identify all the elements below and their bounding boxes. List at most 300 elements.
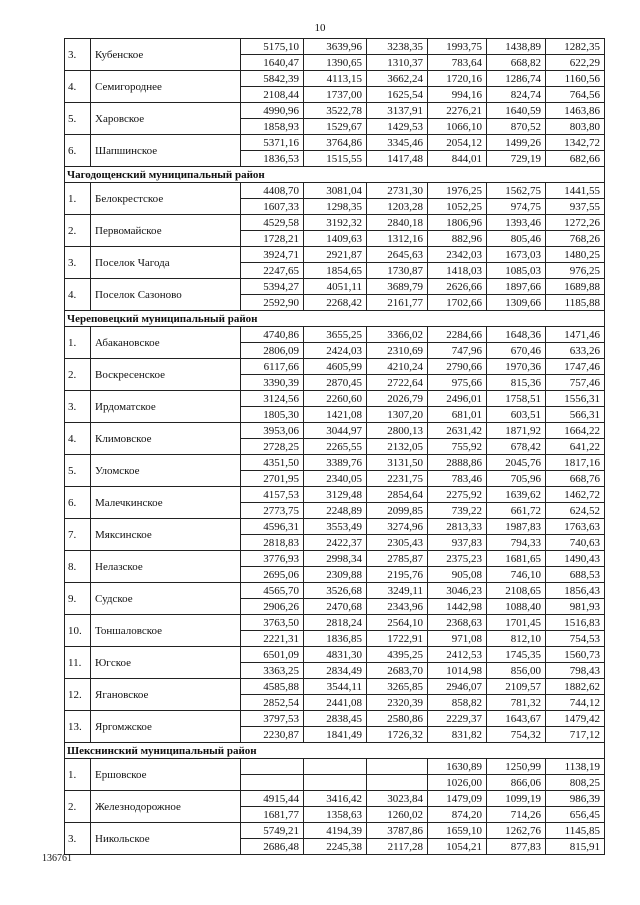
table-row <box>65 135 605 151</box>
value-cell: 670,46 <box>487 343 546 359</box>
value-cell: 4831,30 <box>304 647 367 663</box>
value-cell: 768,26 <box>546 231 605 247</box>
value-cell: 1976,25 <box>428 183 487 199</box>
value-cell: 1856,43 <box>546 583 605 599</box>
value-cell: 744,12 <box>546 695 605 711</box>
value-cell: 844,01 <box>428 151 487 167</box>
value-cell: 974,75 <box>487 199 546 215</box>
value-cell: 1260,02 <box>367 807 428 823</box>
row-number: 12. <box>65 679 91 711</box>
value-cell: 4585,88 <box>241 679 304 695</box>
value-cell: 4194,39 <box>304 823 367 839</box>
value-cell: 1836,53 <box>241 151 304 167</box>
value-cell: 975,66 <box>428 375 487 391</box>
value-cell: 870,52 <box>487 119 546 135</box>
value-cell: 1026,00 <box>428 775 487 791</box>
value-cell: 1088,40 <box>487 599 546 615</box>
row-number: 7. <box>65 519 91 551</box>
value-cell: 3023,84 <box>367 791 428 807</box>
value-cell: 747,96 <box>428 343 487 359</box>
value-cell: 717,12 <box>546 727 605 743</box>
value-cell: 2731,30 <box>367 183 428 199</box>
value-cell: 3238,35 <box>367 39 428 55</box>
table-row <box>65 215 605 231</box>
table-row <box>65 247 605 263</box>
value-cell: 3389,76 <box>304 455 367 471</box>
value-cell: 5749,21 <box>241 823 304 839</box>
value-cell: 1160,56 <box>546 71 605 87</box>
value-cell: 2305,43 <box>367 535 428 551</box>
value-cell: 805,46 <box>487 231 546 247</box>
value-cell: 1993,75 <box>428 39 487 55</box>
value-cell <box>367 775 428 791</box>
value-cell: 2422,37 <box>304 535 367 551</box>
value-cell: 2268,42 <box>304 295 367 311</box>
settlement-name: Белокрестское <box>91 183 241 215</box>
value-cell: 2054,12 <box>428 135 487 151</box>
value-cell: 3689,79 <box>367 279 428 295</box>
value-cell: 3081,04 <box>304 183 367 199</box>
value-cell: 1556,31 <box>546 391 605 407</box>
settlement-name: Шапшинское <box>91 135 241 167</box>
value-cell: 1138,19 <box>546 759 605 775</box>
value-cell: 1441,55 <box>546 183 605 199</box>
value-cell: 798,43 <box>546 663 605 679</box>
value-cell: 1066,10 <box>428 119 487 135</box>
value-cell: 2645,63 <box>367 247 428 263</box>
value-cell: 1429,53 <box>367 119 428 135</box>
table-row <box>65 679 605 695</box>
value-cell: 2564,10 <box>367 615 428 631</box>
value-cell: 1185,88 <box>546 295 605 311</box>
value-cell: 1758,51 <box>487 391 546 407</box>
value-cell: 656,45 <box>546 807 605 823</box>
value-cell: 1310,37 <box>367 55 428 71</box>
settlement-name: Первомайское <box>91 215 241 247</box>
row-number: 1. <box>65 759 91 791</box>
row-number: 5. <box>65 455 91 487</box>
value-cell: 682,66 <box>546 151 605 167</box>
value-cell: 981,93 <box>546 599 605 615</box>
row-number: 9. <box>65 583 91 615</box>
value-cell: 1145,85 <box>546 823 605 839</box>
value-cell: 1640,59 <box>487 103 546 119</box>
value-cell: 1099,19 <box>487 791 546 807</box>
value-cell: 905,08 <box>428 567 487 583</box>
value-cell: 1515,55 <box>304 151 367 167</box>
value-cell: 739,22 <box>428 503 487 519</box>
value-cell: 2195,76 <box>367 567 428 583</box>
row-number: 10. <box>65 615 91 647</box>
value-cell: 4529,58 <box>241 215 304 231</box>
value-cell: 1841,49 <box>304 727 367 743</box>
value-cell: 1390,65 <box>304 55 367 71</box>
row-number: 4. <box>65 71 91 103</box>
value-cell: 3416,42 <box>304 791 367 807</box>
value-cell: 3046,23 <box>428 583 487 599</box>
settlement-name: Никольское <box>91 823 241 855</box>
settlement-name: Ершовское <box>91 759 241 791</box>
value-cell: 2806,09 <box>241 343 304 359</box>
value-cell: 1054,21 <box>428 839 487 855</box>
table-row <box>65 71 605 87</box>
table-row <box>65 279 605 295</box>
value-cell <box>367 759 428 775</box>
value-cell: 3265,85 <box>367 679 428 695</box>
value-cell: 705,96 <box>487 471 546 487</box>
value-cell: 2161,77 <box>367 295 428 311</box>
value-cell: 6117,66 <box>241 359 304 375</box>
value-cell: 4605,99 <box>304 359 367 375</box>
value-cell: 678,42 <box>487 439 546 455</box>
row-number: 13. <box>65 711 91 743</box>
value-cell: 3764,86 <box>304 135 367 151</box>
settlement-name: Кубенское <box>91 39 241 71</box>
value-cell: 2231,75 <box>367 471 428 487</box>
value-cell: 4990,96 <box>241 103 304 119</box>
value-cell: 2265,55 <box>304 439 367 455</box>
data-table <box>64 38 605 855</box>
value-cell: 1987,83 <box>487 519 546 535</box>
value-cell: 783,46 <box>428 471 487 487</box>
value-cell: 1726,32 <box>367 727 428 743</box>
value-cell: 2470,68 <box>304 599 367 615</box>
value-cell: 2276,21 <box>428 103 487 119</box>
value-cell: 3662,24 <box>367 71 428 87</box>
value-cell: 2320,39 <box>367 695 428 711</box>
table-row <box>65 327 605 343</box>
value-cell: 4113,15 <box>304 71 367 87</box>
settlement-name: Малечкинское <box>91 487 241 519</box>
settlement-name: Югское <box>91 647 241 679</box>
value-cell: 2785,87 <box>367 551 428 567</box>
value-cell: 2229,37 <box>428 711 487 727</box>
value-cell: 1286,74 <box>487 71 546 87</box>
value-cell: 2683,70 <box>367 663 428 679</box>
value-cell: 1562,75 <box>487 183 546 199</box>
value-cell: 1479,09 <box>428 791 487 807</box>
value-cell: 1858,93 <box>241 119 304 135</box>
value-cell: 874,20 <box>428 807 487 823</box>
table-row <box>65 183 605 199</box>
value-cell: 661,72 <box>487 503 546 519</box>
value-cell: 2631,42 <box>428 423 487 439</box>
value-cell: 1298,35 <box>304 199 367 215</box>
value-cell: 2695,06 <box>241 567 304 583</box>
value-cell: 2310,69 <box>367 343 428 359</box>
value-cell: 754,53 <box>546 631 605 647</box>
value-cell: 1897,66 <box>487 279 546 295</box>
value-cell: 1639,62 <box>487 487 546 503</box>
value-cell: 2852,54 <box>241 695 304 711</box>
value-cell: 633,26 <box>546 343 605 359</box>
value-cell: 3797,53 <box>241 711 304 727</box>
table-row <box>65 759 605 775</box>
settlement-name: Нелазское <box>91 551 241 583</box>
value-cell: 668,82 <box>487 55 546 71</box>
value-cell: 2773,75 <box>241 503 304 519</box>
value-cell: 937,83 <box>428 535 487 551</box>
value-cell: 2108,44 <box>241 87 304 103</box>
value-cell: 1737,00 <box>304 87 367 103</box>
value-cell: 2275,92 <box>428 487 487 503</box>
value-cell: 1442,98 <box>428 599 487 615</box>
value-cell: 1471,46 <box>546 327 605 343</box>
value-cell: 5842,39 <box>241 71 304 87</box>
settlement-name: Поселок Сазоново <box>91 279 241 311</box>
value-cell: 1659,10 <box>428 823 487 839</box>
table-row <box>65 455 605 471</box>
value-cell: 3526,68 <box>304 583 367 599</box>
value-cell: 1701,45 <box>487 615 546 631</box>
value-cell: 4210,24 <box>367 359 428 375</box>
value-cell: 3192,32 <box>304 215 367 231</box>
value-cell: 794,33 <box>487 535 546 551</box>
value-cell: 1681,65 <box>487 551 546 567</box>
value-cell: 714,26 <box>487 807 546 823</box>
value-cell: 3776,93 <box>241 551 304 567</box>
value-cell: 803,80 <box>546 119 605 135</box>
settlement-name: Тоншаловское <box>91 615 241 647</box>
table-row <box>65 519 605 535</box>
value-cell: 2626,66 <box>428 279 487 295</box>
district-title: Череповецкий муниципальный район <box>65 311 605 327</box>
row-number: 3. <box>65 823 91 855</box>
value-cell: 2592,90 <box>241 295 304 311</box>
value-cell: 2906,26 <box>241 599 304 615</box>
value-cell: 740,63 <box>546 535 605 551</box>
value-cell: 1250,99 <box>487 759 546 775</box>
value-cell: 2424,03 <box>304 343 367 359</box>
value-cell: 1203,28 <box>367 199 428 215</box>
value-cell: 1643,67 <box>487 711 546 727</box>
value-cell: 1014,98 <box>428 663 487 679</box>
value-cell: 877,83 <box>487 839 546 855</box>
row-number: 4. <box>65 423 91 455</box>
value-cell: 668,76 <box>546 471 605 487</box>
value-cell: 3924,71 <box>241 247 304 263</box>
value-cell: 2946,07 <box>428 679 487 695</box>
settlement-name: Судское <box>91 583 241 615</box>
value-cell: 1342,72 <box>546 135 605 151</box>
value-cell: 2099,85 <box>367 503 428 519</box>
row-number: 2. <box>65 215 91 247</box>
table-row <box>65 359 605 375</box>
value-cell: 1854,65 <box>304 263 367 279</box>
value-cell: 831,82 <box>428 727 487 743</box>
value-cell: 2340,05 <box>304 471 367 487</box>
value-cell: 1640,47 <box>241 55 304 71</box>
settlement-name: Ирдоматское <box>91 391 241 423</box>
value-cell: 3366,02 <box>367 327 428 343</box>
value-cell: 2790,66 <box>428 359 487 375</box>
row-number: 6. <box>65 135 91 167</box>
value-cell: 1763,63 <box>546 519 605 535</box>
value-cell: 866,06 <box>487 775 546 791</box>
table-row <box>65 39 605 55</box>
value-cell: 1625,54 <box>367 87 428 103</box>
value-cell: 757,46 <box>546 375 605 391</box>
row-number: 3. <box>65 247 91 279</box>
value-cell: 5371,16 <box>241 135 304 151</box>
row-number: 3. <box>65 39 91 71</box>
table-row <box>65 423 605 439</box>
value-cell: 622,29 <box>546 55 605 71</box>
value-cell: 2813,33 <box>428 519 487 535</box>
value-cell: 2117,28 <box>367 839 428 855</box>
value-cell: 641,22 <box>546 439 605 455</box>
value-cell: 2496,01 <box>428 391 487 407</box>
value-cell: 976,25 <box>546 263 605 279</box>
value-cell: 1358,63 <box>304 807 367 823</box>
settlement-name: Поселок Чагода <box>91 247 241 279</box>
value-cell: 3345,46 <box>367 135 428 151</box>
value-cell: 1421,08 <box>304 407 367 423</box>
value-cell: 1730,87 <box>367 263 428 279</box>
value-cell: 1607,33 <box>241 199 304 215</box>
value-cell: 3763,50 <box>241 615 304 631</box>
table-row <box>65 647 605 663</box>
value-cell: 3129,48 <box>304 487 367 503</box>
value-cell: 754,32 <box>487 727 546 743</box>
value-cell: 2870,45 <box>304 375 367 391</box>
row-number: 2. <box>65 791 91 823</box>
value-cell: 3390,39 <box>241 375 304 391</box>
value-cell <box>304 759 367 775</box>
settlement-name: Климовское <box>91 423 241 455</box>
value-cell: 1722,91 <box>367 631 428 647</box>
value-cell: 4051,11 <box>304 279 367 295</box>
table-row <box>65 487 605 503</box>
row-number: 11. <box>65 647 91 679</box>
settlement-name: Ягановское <box>91 679 241 711</box>
value-cell: 4408,70 <box>241 183 304 199</box>
value-cell: 2998,34 <box>304 551 367 567</box>
value-cell: 2722,64 <box>367 375 428 391</box>
value-cell: 1516,83 <box>546 615 605 631</box>
value-cell: 1262,76 <box>487 823 546 839</box>
value-cell: 1630,89 <box>428 759 487 775</box>
row-number: 8. <box>65 551 91 583</box>
settlement-name: Абакановское <box>91 327 241 359</box>
table-row <box>65 551 605 567</box>
table-row <box>65 583 605 599</box>
value-cell: 858,82 <box>428 695 487 711</box>
value-cell: 1282,35 <box>546 39 605 55</box>
value-cell: 1817,16 <box>546 455 605 471</box>
value-cell: 1806,96 <box>428 215 487 231</box>
value-cell: 4565,70 <box>241 583 304 599</box>
value-cell: 986,39 <box>546 791 605 807</box>
value-cell: 1648,36 <box>487 327 546 343</box>
settlement-name: Железнодорожное <box>91 791 241 823</box>
value-cell: 815,36 <box>487 375 546 391</box>
value-cell: 2728,25 <box>241 439 304 455</box>
value-cell: 2230,87 <box>241 727 304 743</box>
value-cell: 937,55 <box>546 199 605 215</box>
value-cell: 3363,25 <box>241 663 304 679</box>
value-cell: 1805,30 <box>241 407 304 423</box>
value-cell: 1689,88 <box>546 279 605 295</box>
value-cell: 3137,91 <box>367 103 428 119</box>
value-cell: 808,25 <box>546 775 605 791</box>
value-cell: 2888,86 <box>428 455 487 471</box>
value-cell: 2309,88 <box>304 567 367 583</box>
row-number: 4. <box>65 279 91 311</box>
value-cell: 3274,96 <box>367 519 428 535</box>
value-cell: 1307,20 <box>367 407 428 423</box>
district-header-row <box>65 311 605 327</box>
value-cell: 746,10 <box>487 567 546 583</box>
value-cell: 1673,03 <box>487 247 546 263</box>
value-cell: 4157,53 <box>241 487 304 503</box>
value-cell: 3639,96 <box>304 39 367 55</box>
table-row <box>65 103 605 119</box>
value-cell: 1052,25 <box>428 199 487 215</box>
district-header-row <box>65 167 605 183</box>
value-cell: 1418,03 <box>428 263 487 279</box>
value-cell: 4740,86 <box>241 327 304 343</box>
settlement-name: Воскресенское <box>91 359 241 391</box>
settlement-name: Уломское <box>91 455 241 487</box>
value-cell: 1681,77 <box>241 807 304 823</box>
value-cell: 1479,42 <box>546 711 605 727</box>
value-cell: 2818,24 <box>304 615 367 631</box>
value-cell: 2818,83 <box>241 535 304 551</box>
value-cell: 3655,25 <box>304 327 367 343</box>
value-cell: 2245,38 <box>304 839 367 855</box>
row-number: 2. <box>65 359 91 391</box>
footer-code: 136761 <box>42 853 72 864</box>
value-cell: 2580,86 <box>367 711 428 727</box>
value-cell: 5394,27 <box>241 279 304 295</box>
table-row <box>65 711 605 727</box>
table-row <box>65 823 605 839</box>
value-cell: 4596,31 <box>241 519 304 535</box>
value-cell: 2342,03 <box>428 247 487 263</box>
row-number: 5. <box>65 103 91 135</box>
value-cell: 1836,85 <box>304 631 367 647</box>
value-cell: 2375,23 <box>428 551 487 567</box>
value-cell: 2109,57 <box>487 679 546 695</box>
value-cell: 2921,87 <box>304 247 367 263</box>
value-cell: 3787,86 <box>367 823 428 839</box>
value-cell: 1560,73 <box>546 647 605 663</box>
value-cell: 1745,35 <box>487 647 546 663</box>
value-cell: 781,32 <box>487 695 546 711</box>
value-cell: 1272,26 <box>546 215 605 231</box>
value-cell: 2840,18 <box>367 215 428 231</box>
value-cell: 1309,66 <box>487 295 546 311</box>
district-header-row <box>65 743 605 759</box>
value-cell: 2368,63 <box>428 615 487 631</box>
value-cell: 2108,65 <box>487 583 546 599</box>
value-cell: 1312,16 <box>367 231 428 247</box>
value-cell: 4915,44 <box>241 791 304 807</box>
table-row <box>65 791 605 807</box>
value-cell: 1720,16 <box>428 71 487 87</box>
value-cell: 4351,50 <box>241 455 304 471</box>
value-cell: 2132,05 <box>367 439 428 455</box>
value-cell: 971,08 <box>428 631 487 647</box>
value-cell: 755,92 <box>428 439 487 455</box>
value-cell: 2701,95 <box>241 471 304 487</box>
value-cell: 2800,13 <box>367 423 428 439</box>
value-cell <box>304 775 367 791</box>
value-cell: 764,56 <box>546 87 605 103</box>
value-cell: 6501,09 <box>241 647 304 663</box>
district-title: Шекснинский муниципальный район <box>65 743 605 759</box>
